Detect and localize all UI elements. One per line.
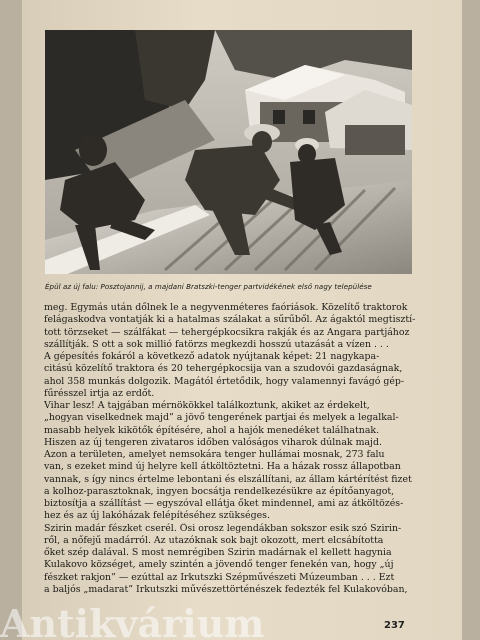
text-line: Kulakovo községet, amely szintén a jövendő tenger fenekén van, hogy „új xyxy=(44,559,394,571)
text-line: ahol 358 munkás dolgozik. Magától értetődik, hogy valamennyi favágó gép- xyxy=(44,375,405,387)
text-line: tott törzseket — szálfákat — tehergépkocsikra rakják és az Angara partjához xyxy=(44,326,410,338)
text-line: meg. Egymás után dőlnek le a negyvenméteres faóriások. Közelítő traktorok xyxy=(44,302,408,313)
text-line: fűrésszel irtja az erdőt. xyxy=(44,387,155,399)
photo-caption: Épül az új falu: Posztojannij, a majdani Bratszki-tenger partvidékének első nagy települése xyxy=(45,282,372,291)
text-line: A gépesítés fokáról a következő adatok nyújtanak képet: 21 nagykapa- xyxy=(44,351,380,362)
text-line: ről, a nőfejű madárról. Az utazóknak sok bajt okozott, mert elcsábította xyxy=(44,534,384,546)
text-line: szállítják. S ott a sok millió fatörzs megkezdi hosszú utazását a vízen . . . xyxy=(44,338,389,350)
text-line: van, s ezeket mind új helyre kell átköltöztetni. Ha a házak rossz állapotban xyxy=(44,461,401,473)
text-line: masabb helyek kikötők építésére, ahol a hajók menedéket találhatnak. xyxy=(44,424,380,436)
text-line: hez és az új lakóházak felépítéséhez szükséges. xyxy=(44,510,270,522)
text-line: őket szép dalával. S most nemrégiben Szirin madárnak el kellett hagynia xyxy=(44,547,392,558)
watermark: Antikvárium xyxy=(0,604,265,640)
text-line: Azon a területen, amelyet nemsokára tenger hullámai mosnak, 273 falu xyxy=(44,449,385,460)
text-line: Vihar lesz! A tajgában mérnökökkel találkoztunk, akiket az érdekelt, xyxy=(44,400,370,411)
page-number: 237 xyxy=(384,620,405,631)
text-line: a baljós „madarat” Irkutszki művészettörténészek fedezték fel Kulakovóban, xyxy=(44,583,408,595)
text-line: Szirin madár fészket cserél. Ősi orosz legendákban sokszor esik szó Szirin- xyxy=(44,522,402,534)
text-line: biztosítja a szállítást — egyszóval ellátja őket mindennel, ami az átköltözés- xyxy=(44,498,404,509)
text-line: vannak, s így nincs értelme lebontani és elszállítani, az állam kártérítést fizet xyxy=(44,473,412,485)
photograph xyxy=(45,30,412,274)
text-line: felágaskodva vontatják ki a hatalmas szálakat a sűrűből. Az ágaktól megtisztí- xyxy=(44,314,416,326)
text-line: „hogyan viselkednek majd” a jövő tengerének partjai és melyek a legalkal- xyxy=(44,412,399,424)
article-body xyxy=(44,302,420,596)
text-line: Hiszen az új tengeren zivataros időben valóságos viharok dúlnak majd. xyxy=(44,436,382,448)
text-line: a kolhoz-parasztoknak, ingyen bocsátja rendelkezésükre az építőanyagot, xyxy=(44,485,395,497)
text-line: fészket rakjon” — ezúttal az Irkutszki Szépművészeti Múzeumban . . . Ezt xyxy=(44,571,395,583)
text-line: citású közelítő traktora és 20 tehergépkocsija van a szudovói gazdaságnak, xyxy=(44,363,403,375)
